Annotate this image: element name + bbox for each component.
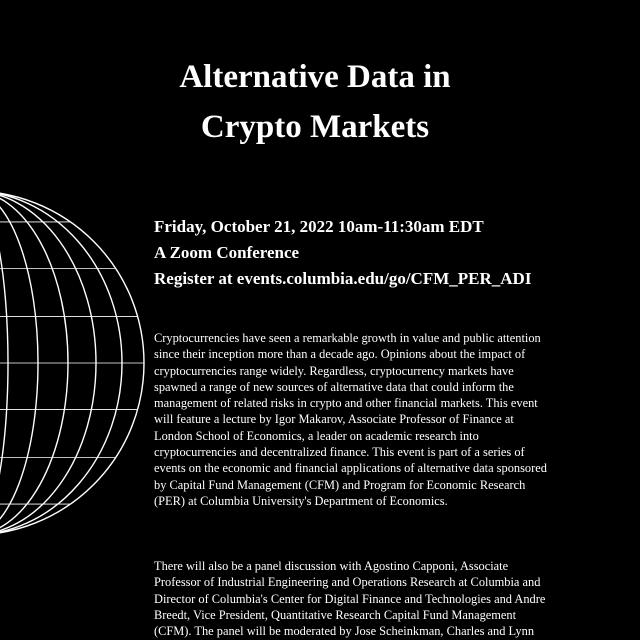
description-line: cryptocurrencies and decentralized finance. This event is part of a series of (154, 445, 525, 460)
description-line: cryptocurrencies range widely. Regardless, cryptocurrency markets have (154, 363, 514, 378)
panel-line: Breedt, Vice President, Quantitative Research Capital Fund Management (154, 607, 517, 622)
title-line-1: Alternative Data in (179, 59, 451, 95)
panel-description (154, 558, 624, 639)
description-line: London School of Economics, a leader on academic research into (154, 428, 479, 443)
poster-title (150, 52, 480, 152)
event-details (154, 214, 531, 292)
panel-line: Professor of Industrial Engineering and Operations Research at Columbia and (154, 575, 541, 590)
description-paragraph (154, 330, 624, 509)
description-line: will feature a lecture by Igor Makarov, Associate Professor of Finance at (154, 412, 514, 427)
panel-line: Director of Columbia's Center for Digital Finance and Technologies and Andre (154, 591, 546, 606)
event-description (154, 330, 624, 509)
panel-line: There will also be a panel discussion with Agostino Capponi, Associate (154, 559, 509, 573)
description-line: Cryptocurrencies have seen a remarkable growth in value and public attention (154, 331, 541, 345)
panel-line: (CFM). The panel will be moderated by Jose Scheinkman, Charles and Lynn (154, 624, 535, 639)
panel-paragraph (154, 558, 624, 639)
event-registration-link[interactable]: Register at events.columbia.edu/go/CFM_PER_ADI (154, 269, 532, 288)
description-line: by Capital Fund Management (CFM) and Program for Economic Research (154, 477, 526, 492)
description-line: events on the economic and financial applications of alternative data sponsored (154, 461, 547, 476)
title-line-2: Crypto Markets (200, 109, 430, 145)
description-line: (PER) at Columbia University's Department of Economics. (154, 493, 448, 508)
event-format: A Zoom Conference (154, 243, 300, 262)
description-line: spawned a range of new sources of alternative data that could inform the (154, 379, 514, 394)
description-line: since their inception more than a decade ago. Opinions about the impact of (154, 347, 526, 362)
event-datetime: Friday, October 21, 2022 10am-11:30am EDT (154, 217, 484, 236)
description-line: management of related risks in crypto and other financial markets. This event (154, 396, 538, 411)
globe-wireframe-icon (0, 183, 150, 543)
